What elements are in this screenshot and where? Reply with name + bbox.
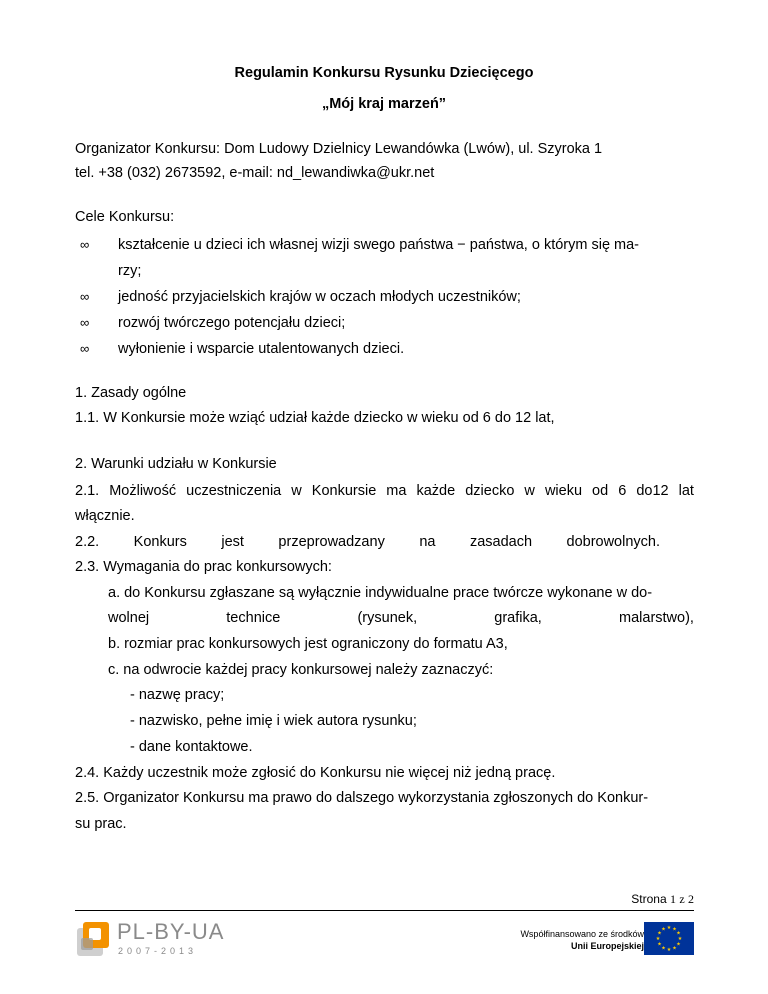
section1-heading: 1. Zasady ogólne: [75, 385, 187, 401]
word: w: [291, 483, 302, 499]
bullet-icon: ∞: [80, 289, 90, 304]
page-separator: z: [679, 892, 685, 906]
program-logo: [75, 918, 225, 962]
svg-text:★: ★: [666, 925, 672, 931]
word: (rysunek,: [357, 610, 418, 626]
footer-divider: [75, 910, 694, 911]
paragraph-2-3-b: b. rozmiar prac konkursowych jest ograniczony do formatu A3,: [108, 636, 508, 652]
logo-years: 2007-2013: [118, 946, 198, 956]
eu-line2: Unii Europejskiej: [570, 941, 644, 951]
paragraph-2-4: 2.4. Każdy uczestnik może zgłosić do Konkursu nie więcej niż jedną pracę.: [75, 765, 556, 781]
list-item: - nazwisko, pełne imię i wiek autora rysunku;: [130, 713, 417, 729]
word: w: [524, 483, 535, 499]
section2-heading: 2. Warunki udziału w Konkursie: [75, 456, 277, 472]
svg-text:★: ★: [657, 930, 662, 937]
word: malarstwo),: [619, 610, 694, 626]
list-item: - nazwę pracy;: [130, 687, 225, 703]
word: przeprowadzany: [278, 534, 385, 550]
svg-text:★: ★: [677, 936, 683, 942]
word: ma: [386, 483, 407, 499]
paragraph-2-1-line2: włącznie.: [75, 508, 135, 524]
word: dziecko: [465, 483, 515, 499]
document-subtitle: „Mój kraj marzeń”: [321, 96, 447, 112]
paragraph-2-3-a-line1: a. do Konkursu zgłaszane są wyłącznie indywidualne prace twórcze wykonane w do-: [108, 585, 653, 601]
eu-flag-icon: [644, 922, 694, 955]
word: 2.1.: [75, 483, 100, 499]
paragraph-2-3-c: c. na odwrocie każdej pracy konkursowej należy zaznaczyć:: [108, 662, 494, 678]
word: wieku: [544, 483, 583, 499]
word: uczestniczenia: [186, 483, 282, 499]
word: wolnej: [108, 610, 150, 626]
svg-text:★: ★: [661, 926, 666, 933]
bullet-icon: ∞: [80, 315, 90, 330]
svg-text:★: ★: [672, 945, 677, 952]
paragraph-2-5-line1: 2.5. Organizator Konkursu ma prawo do dalszego wykorzystania zgłoszonych do Konkur-: [75, 790, 649, 806]
goals-heading: Cele Konkursu:: [75, 209, 175, 225]
page-current: 1: [669, 892, 676, 906]
goal-item-2: jedność przyjacielskich krajów w oczach młodych uczestników;: [118, 289, 521, 305]
goal-item-1-line1: [118, 236, 694, 254]
goal-text: kształcenie u dzieci ich własnej wizji swego państwa − państwa, o którym się ma-: [118, 237, 640, 253]
program-logo-icon: [75, 920, 111, 960]
word: Możliwość: [109, 483, 177, 499]
word: zasadach: [469, 534, 533, 550]
paragraph-2-3: 2.3. Wymagania do prac konkursowych:: [75, 559, 332, 575]
organizer-contact: tel. +38 (032) 2673592, e-mail: nd_lewandiwka@ukr.net: [75, 165, 435, 181]
word: do12: [636, 483, 669, 499]
logo-text: PL-BY-UA: [117, 919, 225, 944]
paragraph-2-5-line2: su prac.: [75, 816, 127, 832]
word: Konkursie: [311, 483, 377, 499]
list-item: - dane kontaktowe.: [130, 739, 253, 755]
paragraph-2-2: [75, 533, 660, 551]
svg-text:★: ★: [676, 941, 681, 948]
goal-item-3: rozwój twórczego potencjału dzieci;: [118, 315, 346, 331]
eu-cofinancing-text: [520, 928, 644, 952]
word: od: [592, 483, 609, 499]
bullet-icon: ∞: [80, 237, 90, 252]
svg-text:★: ★: [672, 926, 677, 933]
paragraph-1-1: 1.1. W Konkursie może wziąć udział każde dziecko w wieku od 6 do 12 lat,: [75, 410, 555, 426]
goal-item-1-line2: rzy;: [118, 263, 142, 279]
word: Konkurs: [133, 534, 187, 550]
paragraph-2-3-a-line2: [108, 609, 694, 627]
word: każde: [416, 483, 456, 499]
svg-text:★: ★: [676, 930, 681, 937]
word: 2.2.: [75, 534, 100, 550]
word: 6: [618, 483, 627, 499]
paragraph-2-1-line1: [75, 482, 694, 500]
page-number: [631, 892, 694, 906]
svg-text:★: ★: [666, 947, 672, 953]
bullet-icon: ∞: [80, 341, 90, 356]
page-label: Strona: [631, 892, 667, 906]
word: jest: [221, 534, 244, 550]
word: dobrowolnych.: [566, 534, 660, 550]
page-total: 2: [688, 892, 694, 906]
document-title: Regulamin Konkursu Rysunku Dziecięcego: [234, 65, 534, 81]
word: lat: [678, 483, 694, 499]
svg-text:★: ★: [661, 945, 666, 952]
goal-item-4: wyłonienie i wsparcie utalentowanych dzieci.: [118, 341, 405, 357]
svg-text:★: ★: [657, 941, 662, 948]
word: technice: [226, 610, 281, 626]
word: grafika,: [494, 610, 542, 626]
eu-line1: Współfinansowano ze środków: [520, 929, 644, 939]
word: na: [419, 534, 436, 550]
organizer-line: Organizator Konkursu: Dom Ludowy Dzielnicy Lewandówka (Lwów), ul. Szyroka 1: [75, 141, 603, 157]
svg-text:★: ★: [655, 936, 661, 942]
